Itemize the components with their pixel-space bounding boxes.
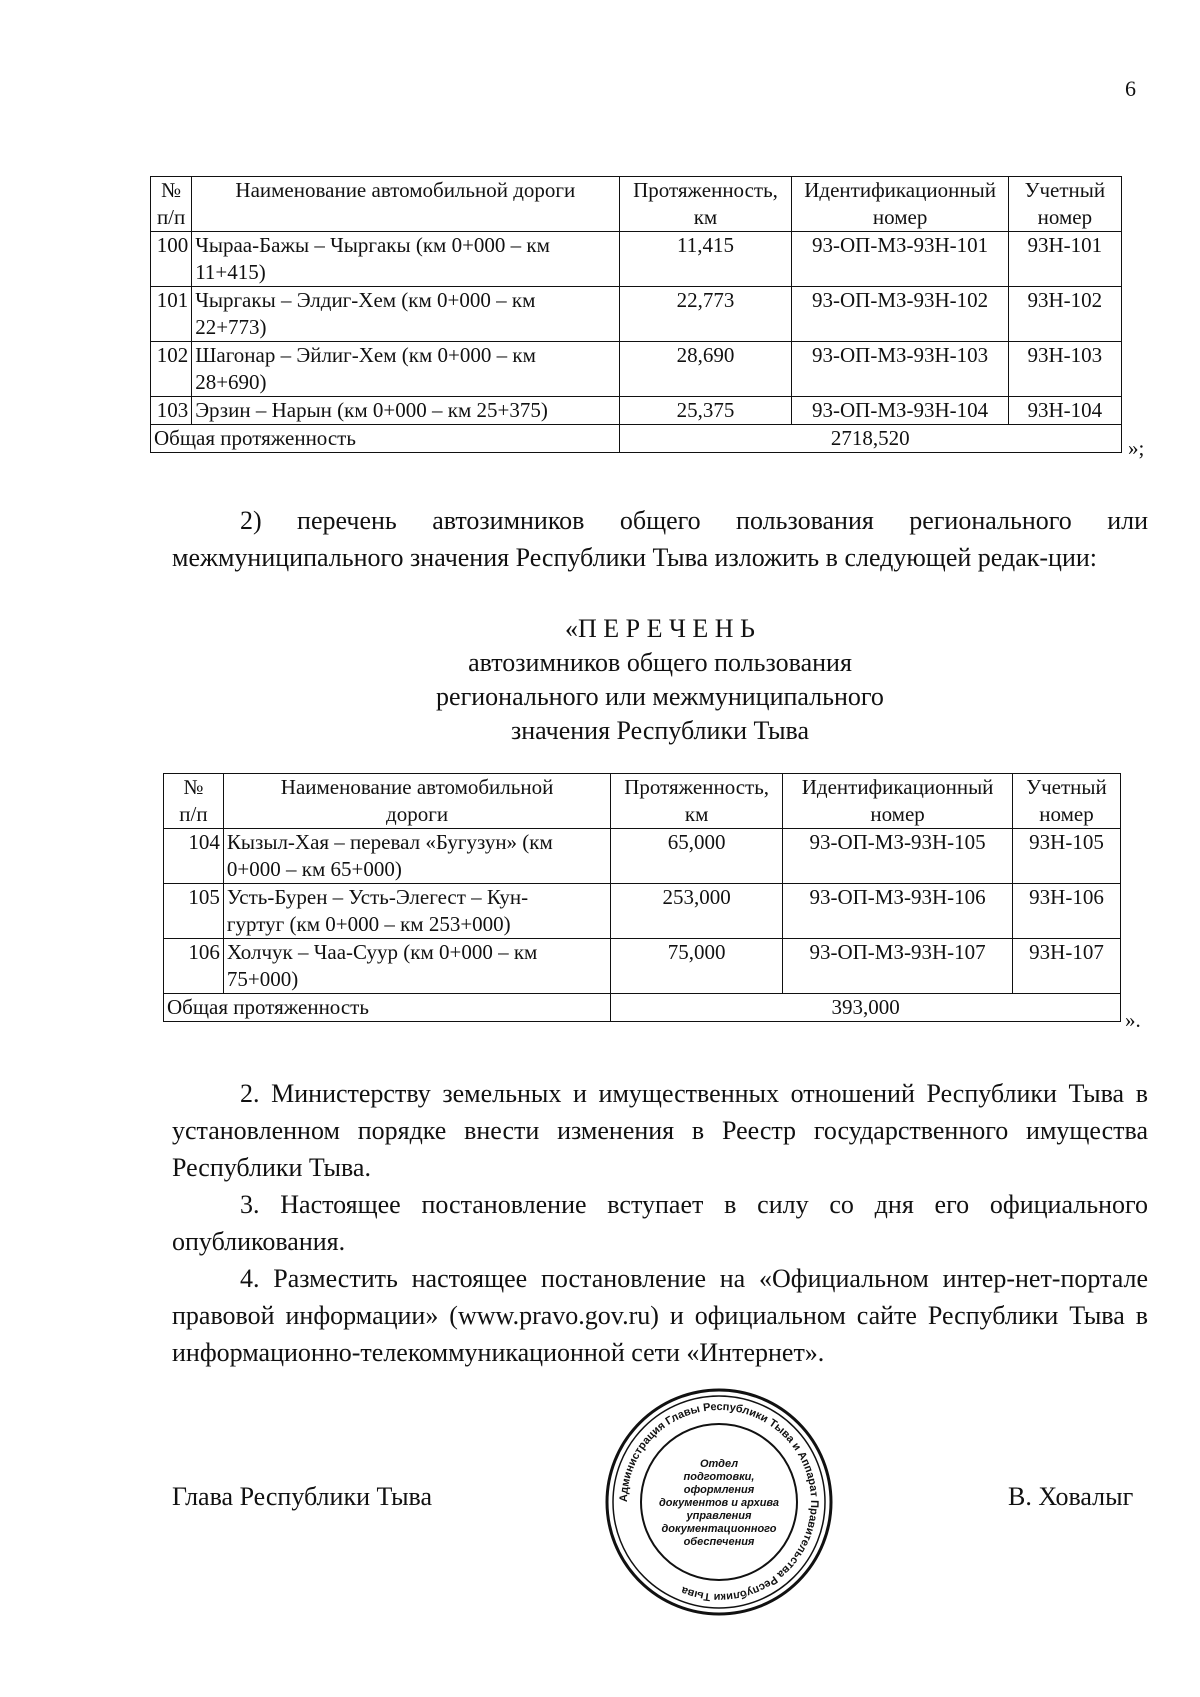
- table-header-row: [164, 774, 1121, 829]
- list-heading: «П Е Р Е Ч Е Н Ь автозимников общего пользования регионального или межмуниципального значения Республики Тыва: [300, 612, 1020, 748]
- stamp-center-line: документов и архива: [658, 1497, 780, 1509]
- header-length: Протяженность, км: [611, 774, 783, 829]
- signature-name: В. Ховалыг: [1008, 1482, 1134, 1511]
- total-value: 2718,520: [619, 425, 1122, 453]
- closing-quote: »;: [1128, 436, 1145, 460]
- heading-title: «П Е Р Е Ч Е Н Ь: [565, 614, 755, 643]
- total-label: Общая протяженность: [151, 425, 620, 453]
- paragraph-2: 2) перечень автозимников общего пользования регионального или межмуниципального значения Республики Тыва изложить в следующей редак-ции:: [172, 506, 1148, 572]
- table-row: 101 Чыргакы – Элдиг-Хем (км 0+000 – км 22+773) 22,773 93-ОП-МЗ-93Н-102 93Н-102: [151, 287, 1122, 342]
- official-stamp: [604, 1387, 834, 1617]
- total-value: 393,000: [611, 994, 1121, 1022]
- table-header-row: [151, 177, 1122, 232]
- header-id: Идентификационный номер: [783, 774, 1013, 829]
- closing-quote: ».: [1125, 1008, 1141, 1032]
- header-name: Наименование автомобильной дороги: [192, 177, 619, 232]
- page-number: 6: [1125, 76, 1136, 101]
- table-row: 104 Кызыл-Хая – перевал «Бугузун» (км 0+000 – км 65+000) 65,000 93-ОП-МЗ-93Н-105 93Н-105: [164, 829, 1121, 884]
- paragraph-effective: 3. Настоящее постановление вступает в силу со дня его официального опубликования.: [172, 1190, 1148, 1256]
- table-total-row: [164, 994, 1121, 1022]
- stamp-center-line: обеспечения: [683, 1536, 755, 1548]
- paragraph-publish: 4. Разместить настоящее постановление на «Официальном интер-нет-портале правовой информации» (www.pravo.gov.ru) и официальном сайте Республики Тыва в информационно-телекоммуникационной сети «Интернет».: [172, 1264, 1148, 1367]
- stamp-center-line: оформления: [683, 1484, 755, 1496]
- roads-table-1: [150, 176, 1122, 453]
- table-row: 106 Холчук – Чаа-Суур (км 0+000 – км 75+000) 75,000 93-ОП-МЗ-93Н-107 93Н-107: [164, 939, 1121, 994]
- header-name: Наименование автомобильной дороги: [223, 774, 610, 829]
- stamp-ring-text: Администрация Главы Республики Тыва и Аппарат Правительства Республики Тыва: [617, 1400, 821, 1604]
- table-row: 105 Усть-Бурен – Усть-Элегест – Кун- гуртуг (км 0+000 – км 253+000) 253,000 93-ОП-МЗ-93Н-106 93Н-106: [164, 884, 1121, 939]
- stamp-center-line: управления: [686, 1510, 752, 1522]
- stamp-center-line: Отдел: [699, 1458, 739, 1470]
- header-num: № п/п: [151, 177, 192, 232]
- table-row: 103 Эрзин – Нарын (км 0+000 – км 25+375) 25,375 93-ОП-МЗ-93Н-104 93Н-104: [151, 397, 1122, 425]
- header-length: Протяженность, км: [619, 177, 792, 232]
- table-row: 100 Чыраа-Бажы – Чыргакы (км 0+000 – км 11+415) 11,415 93-ОП-МЗ-93Н-101 93Н-101: [151, 232, 1122, 287]
- header-num: № п/п: [164, 774, 224, 829]
- header-account: Учетный номер: [1013, 774, 1121, 829]
- signature-title: Глава Республики Тыва: [172, 1482, 433, 1511]
- table-row: 102 Шагонар – Эйлиг-Хем (км 0+000 – км 28+690) 28,690 93-ОП-МЗ-93Н-103 93Н-103: [151, 342, 1122, 397]
- total-label: Общая протяженность: [164, 994, 611, 1022]
- roads-table-2: [163, 773, 1121, 1022]
- header-id: Идентификационный номер: [792, 177, 1008, 232]
- stamp-center-line: документационного: [661, 1523, 777, 1535]
- paragraph-ministry: 2. Министерству земельных и имущественных отношений Республики Тыва в установленном порядке внести изменения в Реестр государственного имущества Республики Тыва.: [172, 1079, 1148, 1182]
- stamp-center-line: подготовки,: [683, 1471, 755, 1483]
- header-account: Учетный номер: [1008, 177, 1121, 232]
- table-total-row: [151, 425, 1122, 453]
